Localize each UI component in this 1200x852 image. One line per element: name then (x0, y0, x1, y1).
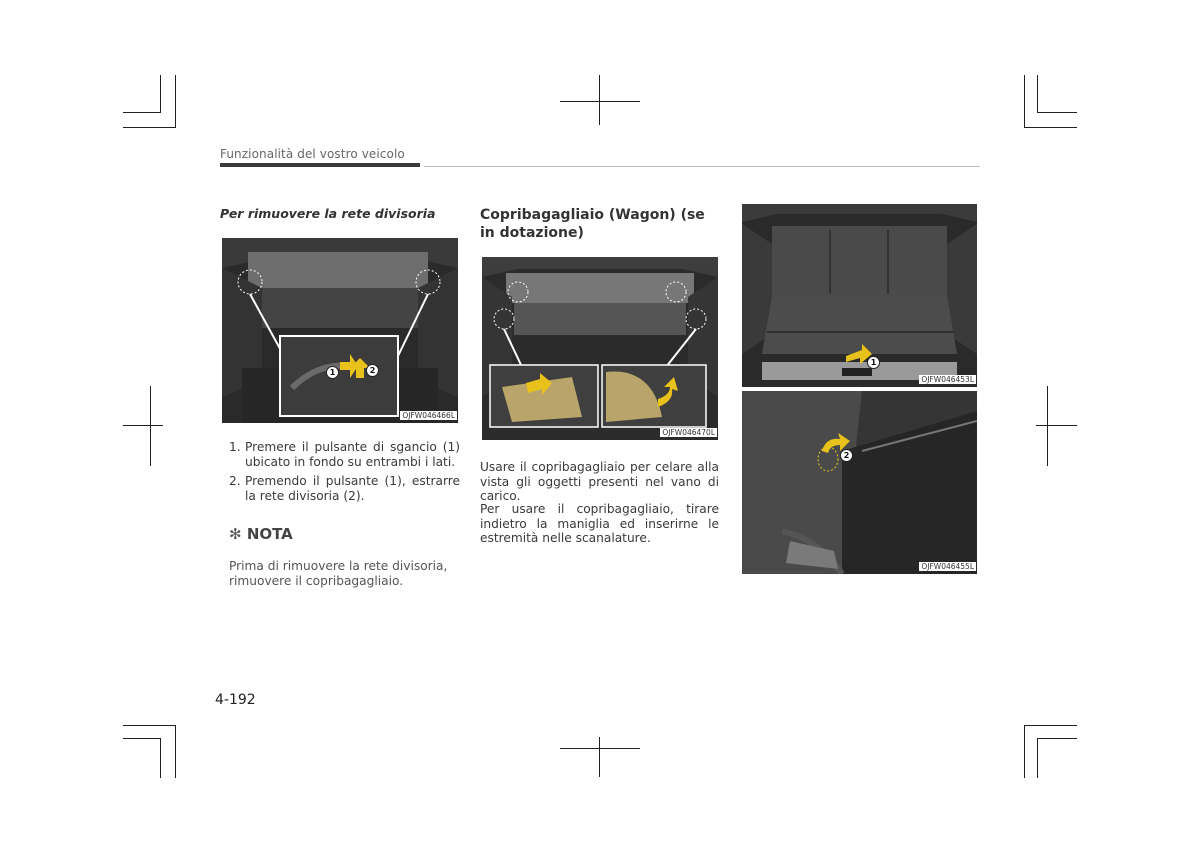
cargo-side-illustration (742, 391, 977, 574)
header-rule (424, 166, 980, 167)
figure-code: OJFW046470L (662, 428, 715, 437)
callout-1: 1 (326, 366, 339, 379)
cargo-area-illustration (742, 204, 977, 387)
middle-paragraph: Usare il copribagagliaio per celare alla vista gli oggetti presenti nel vano di carico. (480, 460, 719, 503)
figure-code: OJFW046466L (402, 411, 455, 420)
figure-cargo-cover (482, 257, 718, 440)
figure-code: OJFW046455L (921, 562, 974, 571)
nota-text: Prima di rimuovere la rete divisoria, rimuovere il copribagagliaio. (229, 559, 448, 588)
middle-paragraph: Per usare il copribagagliaio, tirare indietro la maniglia ed inserirne le estremità nelle scanalature. (480, 502, 719, 545)
step-item: 1. Premere il pulsante di sgancio (1) ubicato in fondo su entrambi i lati. (229, 440, 460, 469)
steps-list (229, 440, 460, 508)
callout-1: 1 (867, 356, 880, 369)
trunk-illustration (222, 238, 458, 423)
cargo-cover-illustration (482, 257, 718, 440)
step-item: 2. Premendo il pulsante (1), estrarre la rete divisoria (2). (229, 474, 460, 503)
figure-remove-net (222, 238, 458, 423)
callout-2: 2 (840, 449, 853, 462)
left-heading: Per rimuovere la rete divisoria (220, 206, 436, 221)
middle-heading: Copribagagliaio (Wagon) (se in dotazione) (480, 207, 705, 241)
page-number: 4-192 (215, 692, 256, 708)
figure-code: OJFW046453L (921, 375, 974, 384)
header-bar (220, 163, 420, 167)
figure-cover-top (742, 204, 977, 387)
nota-label: ✻ NOTA (229, 525, 293, 543)
asterisk-icon: ✻ (229, 525, 242, 543)
figure-cover-bottom (742, 391, 977, 574)
running-header: Funzionalità del vostro veicolo (220, 147, 405, 161)
callout-2: 2 (366, 364, 379, 377)
